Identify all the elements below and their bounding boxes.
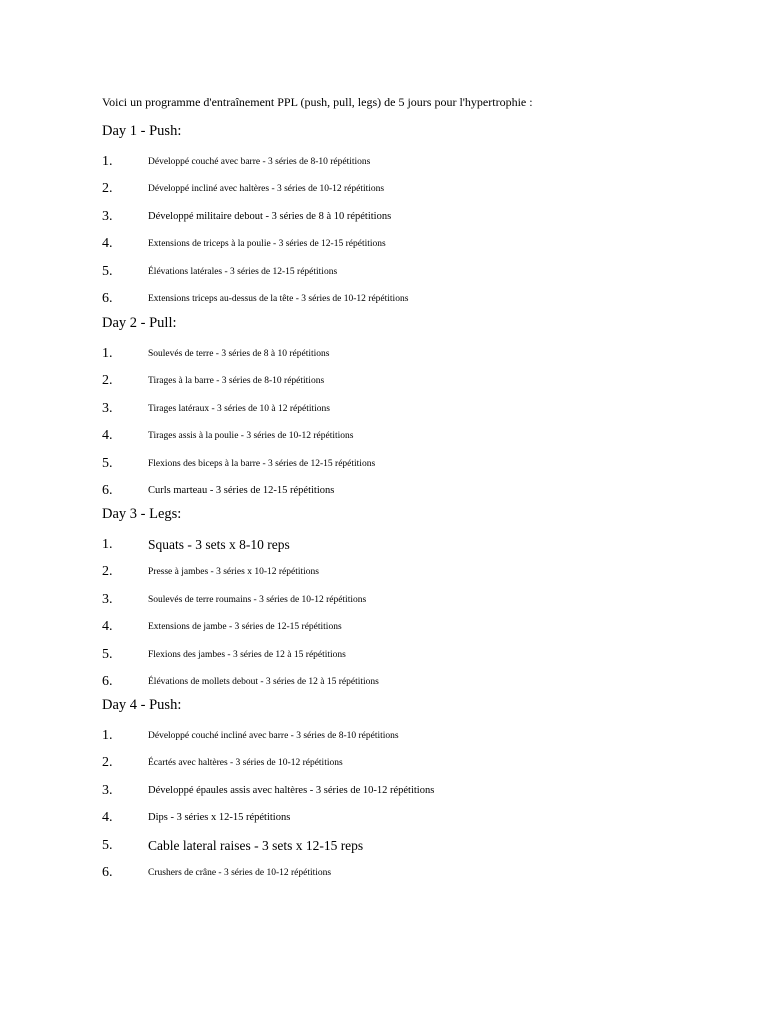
list-item <box>102 152 742 179</box>
list-item <box>102 371 742 398</box>
list-item <box>102 590 742 617</box>
item-number: 2. <box>102 564 113 580</box>
item-number: 6. <box>102 290 113 306</box>
list-item <box>102 562 742 589</box>
section-heading: Day 1 - Push: <box>102 123 182 139</box>
item-number: 5. <box>102 263 113 279</box>
item-text: Flexions des biceps à la barre - 3 séries de 12-15 répétitions <box>148 458 376 469</box>
list-item <box>102 262 742 289</box>
list-item <box>102 344 742 371</box>
list-item <box>102 808 742 835</box>
intro-paragraph: Voici un programme d'entraînement PPL (push, pull, legs) de 5 jours pour l'hypertrophie : <box>102 95 533 109</box>
list-item <box>102 535 742 562</box>
list-item <box>102 207 742 234</box>
item-number: 3. <box>102 782 113 798</box>
item-number: 1. <box>102 537 113 552</box>
item-text: Curls marteau - 3 séries de 12-15 répétitions <box>148 484 335 496</box>
item-number: 4. <box>102 428 113 444</box>
item-number: 2. <box>102 373 113 389</box>
item-text: Élévations latérales - 3 séries de 12-15 répétitions <box>148 266 338 277</box>
list-item <box>102 726 742 753</box>
list-item <box>102 617 742 644</box>
item-text: Développé couché incliné avec barre - 3 séries de 8-10 répétitions <box>148 731 399 741</box>
section-heading: Day 2 - Pull: <box>102 315 177 331</box>
list-item <box>102 836 742 863</box>
item-number: 5. <box>102 646 113 662</box>
item-number: 3. <box>102 208 113 224</box>
item-text: Soulevés de terre - 3 séries de 8 à 10 répétitions <box>148 349 330 359</box>
item-text: Extensions triceps au-dessus de la tête - 3 séries de 10-12 répétitions <box>148 293 409 304</box>
item-number: 1. <box>102 346 113 361</box>
item-text: Extensions de triceps à la poulie - 3 séries de 12-15 répétitions <box>148 239 386 250</box>
item-number: 1. <box>102 154 113 169</box>
day-section <box>102 314 742 508</box>
section-heading: Day 4 - Push: <box>102 697 182 713</box>
item-number: 3. <box>102 591 113 607</box>
list-item <box>102 289 742 316</box>
list-item <box>102 645 742 672</box>
item-number: 5. <box>102 837 113 853</box>
list-item <box>102 426 742 453</box>
item-text: Tirages à la barre - 3 séries de 8-10 répétitions <box>148 376 325 387</box>
item-text: Soulevés de terre roumains - 3 séries de 10-12 répétitions <box>148 594 367 605</box>
item-text: Cable lateral raises - 3 sets x 12-15 reps <box>148 837 364 853</box>
item-text: Flexions des jambes - 3 séries de 12 à 15 répétitions <box>148 649 346 660</box>
item-text: Tirages latéraux - 3 séries de 10 à 12 répétitions <box>148 403 330 414</box>
day-section <box>102 122 742 316</box>
day-section <box>102 505 742 699</box>
item-text: Écartés avec haltères - 3 séries de 10-12 répétitions <box>148 758 343 769</box>
item-number: 2. <box>102 755 113 771</box>
list-item <box>102 781 742 808</box>
list-item <box>102 234 742 261</box>
item-number: 3. <box>102 400 113 416</box>
item-number: 4. <box>102 810 113 826</box>
item-number: 6. <box>102 482 113 498</box>
item-number: 4. <box>102 236 113 252</box>
item-text: Développé militaire debout - 3 séries de 8 à 10 répétitions <box>148 210 392 222</box>
list-item <box>102 863 742 890</box>
item-number: 2. <box>102 181 113 197</box>
list-item <box>102 454 742 481</box>
item-number: 6. <box>102 864 113 880</box>
item-number: 6. <box>102 673 113 689</box>
item-text: Tirages assis à la poulie - 3 séries de 10-12 répétitions <box>148 431 354 442</box>
item-text: Squats - 3 sets x 8-10 reps <box>148 537 290 552</box>
list-item <box>102 399 742 426</box>
list-item <box>102 179 742 206</box>
item-text: Développé couché avec barre - 3 séries de 8-10 répétitions <box>148 157 371 167</box>
item-number: 5. <box>102 455 113 471</box>
section-heading: Day 3 - Legs: <box>102 506 182 522</box>
item-text: Élévations de mollets debout - 3 séries de 12 à 15 répétitions <box>148 676 379 687</box>
list-item <box>102 753 742 780</box>
day-section <box>102 696 742 890</box>
item-text: Développé incliné avec haltères - 3 séries de 10-12 répétitions <box>148 184 385 195</box>
item-text: Crushers de crâne - 3 séries de 10-12 répétitions <box>148 867 332 878</box>
item-number: 4. <box>102 619 113 635</box>
item-text: Extensions de jambe - 3 séries de 12-15 répétitions <box>148 622 342 633</box>
item-text: Presse à jambes - 3 séries x 10-12 répétitions <box>148 567 319 578</box>
item-text: Développé épaules assis avec haltères - 3 séries de 10-12 répétitions <box>148 784 435 796</box>
item-number: 1. <box>102 728 113 743</box>
item-text: Dips - 3 séries x 12-15 répétitions <box>148 812 291 824</box>
